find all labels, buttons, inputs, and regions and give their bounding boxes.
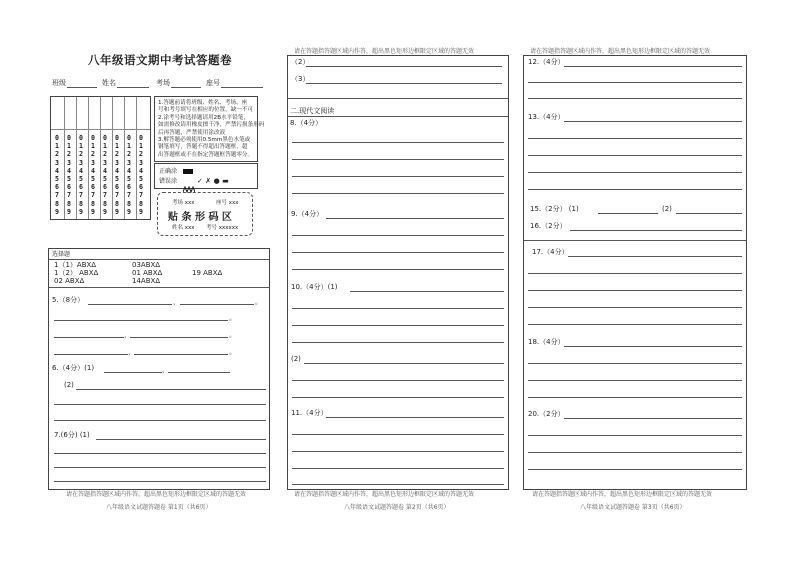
- answer-line[interactable]: [292, 380, 504, 381]
- note-line: 后再答题，严禁使用涂改液: [158, 129, 226, 136]
- question-18-label: 18.（4分）: [528, 338, 565, 346]
- section-divider: [288, 98, 508, 99]
- barcode-area: [157, 192, 253, 236]
- digit-column-6[interactable]: 0 1 2 3 4 5 6 7 8 9: [115, 134, 119, 216]
- question-11-label: 11.（4分）: [291, 409, 328, 417]
- page3-footer-note: 请在答题指答题区域内作答，超出黑色矩形边框限定区域的答题无效: [532, 491, 713, 498]
- answer-line[interactable]: [76, 389, 266, 390]
- answer-line[interactable]: [528, 380, 742, 381]
- question-6-label: 6.（4分）(1): [52, 364, 95, 372]
- answer-line[interactable]: [54, 453, 266, 454]
- note-line: 钢笔填写，答题不得超出答题框，超: [158, 144, 248, 151]
- answer-line[interactable]: [130, 337, 228, 338]
- digit-column-1[interactable]: 0 1 2 3 4 5 6 7 8 9: [55, 134, 59, 216]
- answer-line[interactable]: [528, 273, 742, 274]
- answer-line[interactable]: [564, 66, 742, 67]
- answer-line[interactable]: [54, 481, 266, 482]
- question-17-label: 17.（4分）: [532, 248, 569, 256]
- answer-line[interactable]: [54, 420, 266, 421]
- barcode-exam-room: 考场 xxx: [172, 200, 195, 206]
- answer-line[interactable]: [292, 451, 504, 452]
- digit-column-7[interactable]: 0 1 2 3 4 5 6 7 8 9: [127, 134, 131, 216]
- answer-line[interactable]: [104, 372, 162, 373]
- note-line: 1.答题前请将班级、姓名、考场、座: [158, 100, 248, 106]
- answer-line[interactable]: [292, 434, 504, 435]
- question-10-part-2-label: (2): [291, 355, 301, 363]
- answer-line[interactable]: [134, 354, 228, 355]
- answer-line[interactable]: [292, 159, 504, 160]
- answer-line[interactable]: [528, 397, 742, 398]
- answer-line[interactable]: [528, 452, 742, 453]
- answer-line[interactable]: [292, 176, 504, 177]
- answer-line[interactable]: [528, 138, 742, 139]
- choice-item[interactable]: 01 ABXΔ: [132, 269, 163, 277]
- question-5-label: 5.（8分）: [52, 296, 85, 304]
- modern-reading-section-title: 二.现代文阅读: [290, 107, 335, 115]
- answer-line[interactable]: [54, 320, 228, 321]
- wrong-fill-scribble-icon: [183, 178, 195, 185]
- wrong-fill-label: 错误涂: [159, 178, 178, 185]
- page-title: 八年级语文期中考试答题卷: [88, 53, 232, 67]
- answer-line[interactable]: [306, 83, 502, 84]
- answer-line[interactable]: [292, 252, 504, 253]
- answer-line[interactable]: [292, 308, 504, 309]
- barcode-seat-no: 座号 xxx: [216, 200, 239, 206]
- choice-item[interactable]: 14ABXΔ: [132, 277, 161, 285]
- correct-fill-label: 正确涂: [159, 168, 178, 175]
- question-4-part-2-label: （2）: [291, 58, 310, 66]
- answer-line[interactable]: [528, 155, 742, 156]
- answer-line[interactable]: [528, 189, 742, 190]
- answer-line[interactable]: [528, 435, 742, 436]
- answer-line[interactable]: [292, 142, 504, 143]
- choice-item[interactable]: 02 ABXΔ: [54, 277, 85, 285]
- digit-column-8[interactable]: 0 1 2 3 4 5 6 7 8 9: [139, 134, 143, 216]
- question-7-label: 7.(6分) (1): [54, 431, 90, 439]
- answer-line[interactable]: [528, 363, 742, 364]
- answer-line[interactable]: [292, 193, 504, 194]
- answer-line[interactable]: [528, 98, 742, 99]
- room-label: 考场: [156, 79, 170, 87]
- page2-footer-page: 八年级语文试题答题卷 第2页（共6页）: [344, 504, 450, 511]
- choice-header-divider: [49, 259, 269, 260]
- class-field[interactable]: [67, 87, 97, 88]
- question-8-label: 8.（4分）: [290, 119, 323, 127]
- note-line: 如需修改请用橡皮擦干净，严禁污损条形码: [158, 122, 265, 129]
- answer-line[interactable]: [54, 404, 266, 405]
- note-line: 出答题框或不在指定答题框答题零分。: [158, 151, 254, 158]
- answer-line[interactable]: [168, 372, 230, 373]
- answer-line[interactable]: [528, 469, 742, 470]
- note-line: 3.解答题必须使用0.5mm黑色水笔或: [158, 137, 251, 144]
- question-6-part-2-label: (2): [64, 381, 74, 389]
- wrong-fill-marks: ✓ ✗ ● ▬: [197, 177, 229, 185]
- fill-examples-box: [154, 163, 258, 189]
- question-4-part-3-label: （3）: [291, 75, 310, 83]
- choice-header: 选择题: [52, 251, 71, 258]
- note-line: 2.涂考号和选择题请用2B水平铅笔，: [158, 114, 250, 121]
- correct-fill-mark: [183, 169, 193, 174]
- digit-column-5[interactable]: 0 1 2 3 4 5 6 7 8 9: [103, 134, 107, 216]
- barcode-title: 贴 条 形 码 区: [168, 212, 232, 223]
- answer-line[interactable]: [292, 235, 504, 236]
- answer-line[interactable]: [304, 363, 504, 364]
- answer-line[interactable]: [528, 290, 742, 291]
- class-label: 班级: [52, 79, 66, 87]
- barcode-exam-no: 考号 xxxxxx: [206, 225, 239, 231]
- answer-line[interactable]: [88, 304, 172, 305]
- question-15-label: 15.（2分） (1): [530, 205, 579, 213]
- choice-item[interactable]: 1（1）ABXΔ: [54, 261, 97, 269]
- answer-line[interactable]: [564, 121, 742, 122]
- answer-line[interactable]: [180, 304, 254, 305]
- answer-line[interactable]: [54, 467, 266, 468]
- instructions-box: [154, 96, 265, 162]
- answer-line[interactable]: [54, 354, 128, 355]
- answer-line[interactable]: [96, 439, 266, 440]
- choice-item[interactable]: 03ABXΔ: [132, 261, 161, 269]
- answer-line[interactable]: [350, 291, 504, 292]
- answer-line[interactable]: [564, 346, 742, 347]
- question-15-part-2-label: (2): [662, 205, 672, 213]
- question-16-label: 16.（2分）: [530, 222, 567, 230]
- answer-line[interactable]: [292, 468, 504, 469]
- answer-line[interactable]: [676, 213, 742, 214]
- question-20-label: 20.（2分）: [528, 410, 565, 418]
- choice-section-divider: [49, 287, 269, 288]
- answer-line[interactable]: [528, 324, 742, 325]
- page1-footer-note: 请在答题指答题区域内作答，超出黑色矩形边框限定区域的答题无效: [66, 491, 247, 498]
- page3-header-note: 请在答题指答题区域内作答，超出黑色矩形边框限定区域的答题无效: [530, 48, 711, 55]
- digit-column-4[interactable]: 0 1 2 3 4 5 6 7 8 9: [91, 134, 95, 216]
- answer-line[interactable]: [528, 82, 742, 83]
- digit-column-2[interactable]: 0 1 2 3 4 5 6 7 8 9: [67, 134, 71, 216]
- note-line: 号和考号填写在相应的位置，缺一不可: [158, 107, 254, 114]
- answer-line[interactable]: [306, 66, 502, 67]
- name-label: 姓名: [102, 79, 116, 87]
- answer-line[interactable]: [292, 269, 504, 270]
- choice-item[interactable]: 19 ABXΔ: [192, 269, 223, 277]
- answer-line[interactable]: [528, 307, 742, 308]
- page3-footer-page: 八年级语文试题答题卷 第3页（共6页）: [580, 504, 686, 511]
- answer-line[interactable]: [292, 342, 504, 343]
- page1-footer-page: 八年级语文试题答题卷 第1页（共6页）: [106, 504, 212, 511]
- room-field[interactable]: [171, 87, 201, 88]
- section-divider: [524, 240, 746, 241]
- section-divider: [288, 116, 508, 117]
- seat-field[interactable]: [221, 87, 263, 88]
- barcode-name: 姓名 xxx: [172, 225, 195, 231]
- answer-line[interactable]: [292, 325, 504, 326]
- answer-line[interactable]: [570, 230, 742, 231]
- question-12-label: 12.（4分）: [528, 58, 565, 66]
- answer-line[interactable]: [292, 397, 504, 398]
- answer-line[interactable]: [564, 418, 742, 419]
- answer-line[interactable]: [598, 213, 658, 214]
- seat-label: 座号: [206, 79, 220, 87]
- name-field[interactable]: [117, 87, 149, 88]
- page2-footer-note: 请在答题指答题区域内作答，超出黑色矩形边框限定区域的答题无效: [294, 491, 475, 498]
- question-10-label: 10.（4分）(1): [291, 283, 338, 291]
- answer-line[interactable]: [54, 337, 124, 338]
- answer-line[interactable]: [326, 218, 504, 219]
- page2-header-note: 请在答题指答题区域内作答，超出黑色矩形边框限定区域的答题无效: [294, 48, 475, 55]
- choice-item[interactable]: 1（2） ABXΔ: [54, 269, 99, 277]
- answer-line[interactable]: [326, 417, 504, 418]
- question-9-label: 9.（4分）: [291, 210, 324, 218]
- question-13-label: 13.（4分）: [528, 113, 565, 121]
- answer-line[interactable]: [292, 484, 504, 485]
- answer-line[interactable]: [528, 172, 742, 173]
- digit-column-3[interactable]: 0 1 2 3 4 5 6 7 8 9: [79, 134, 83, 216]
- answer-line[interactable]: [568, 256, 742, 257]
